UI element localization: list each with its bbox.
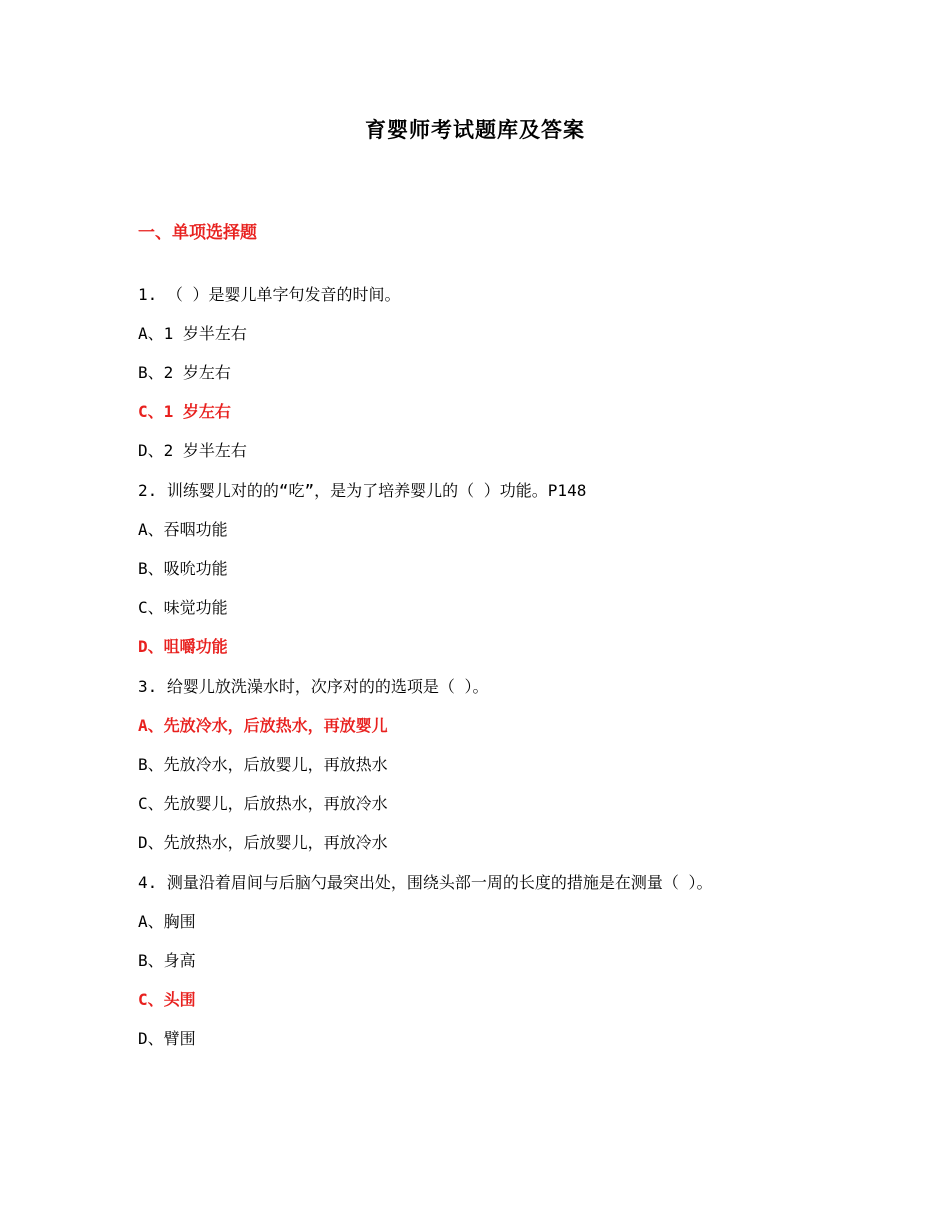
option-c: C、味觉功能 bbox=[138, 598, 228, 617]
document-title: 育婴师考试题库及答案 bbox=[365, 118, 585, 142]
question-3 bbox=[138, 674, 878, 856]
question-stem: 3. 给婴儿放洗澡水时，次序对的的选项是（ ）。 bbox=[138, 677, 489, 696]
option-a-correct: A、先放冷水，后放热水，再放婴儿 bbox=[138, 716, 388, 735]
option-a: A、吞咽功能 bbox=[138, 520, 228, 539]
option-c: C、先放婴儿，后放热水，再放冷水 bbox=[138, 794, 388, 813]
option-b: B、吸吮功能 bbox=[138, 559, 228, 578]
question-stem: 4. 测量沿着眉间与后脑勺最突出处，围绕头部一周的长度的措施是在测量（ ）。 bbox=[138, 873, 713, 892]
question-stem: 2. 训练婴儿对的的“吃”，是为了培养婴儿的（ ）功能。P148 bbox=[138, 481, 587, 500]
option-c-correct: C、头围 bbox=[138, 990, 196, 1009]
option-a: A、胸围 bbox=[138, 912, 196, 931]
question-4 bbox=[138, 870, 878, 1052]
option-d: D、2 岁半左右 bbox=[138, 441, 247, 460]
option-d: D、先放热水，后放婴儿，再放冷水 bbox=[138, 833, 388, 852]
option-d-correct: D、咀嚼功能 bbox=[138, 637, 228, 656]
option-c-correct: C、1 岁左右 bbox=[138, 402, 231, 421]
question-1 bbox=[138, 282, 878, 464]
option-d: D、臂围 bbox=[138, 1029, 196, 1048]
option-a: A、1 岁半左右 bbox=[138, 324, 247, 343]
question-list bbox=[138, 282, 878, 1066]
question-stem: 1. （ ）是婴儿单字句发音的时间。 bbox=[138, 285, 401, 304]
option-b: B、身高 bbox=[138, 951, 196, 970]
question-2 bbox=[138, 478, 878, 660]
option-b: B、先放冷水，后放婴儿，再放热水 bbox=[138, 755, 388, 774]
section-heading: 一、单项选择题 bbox=[138, 223, 257, 243]
option-b: B、2 岁左右 bbox=[138, 363, 231, 382]
